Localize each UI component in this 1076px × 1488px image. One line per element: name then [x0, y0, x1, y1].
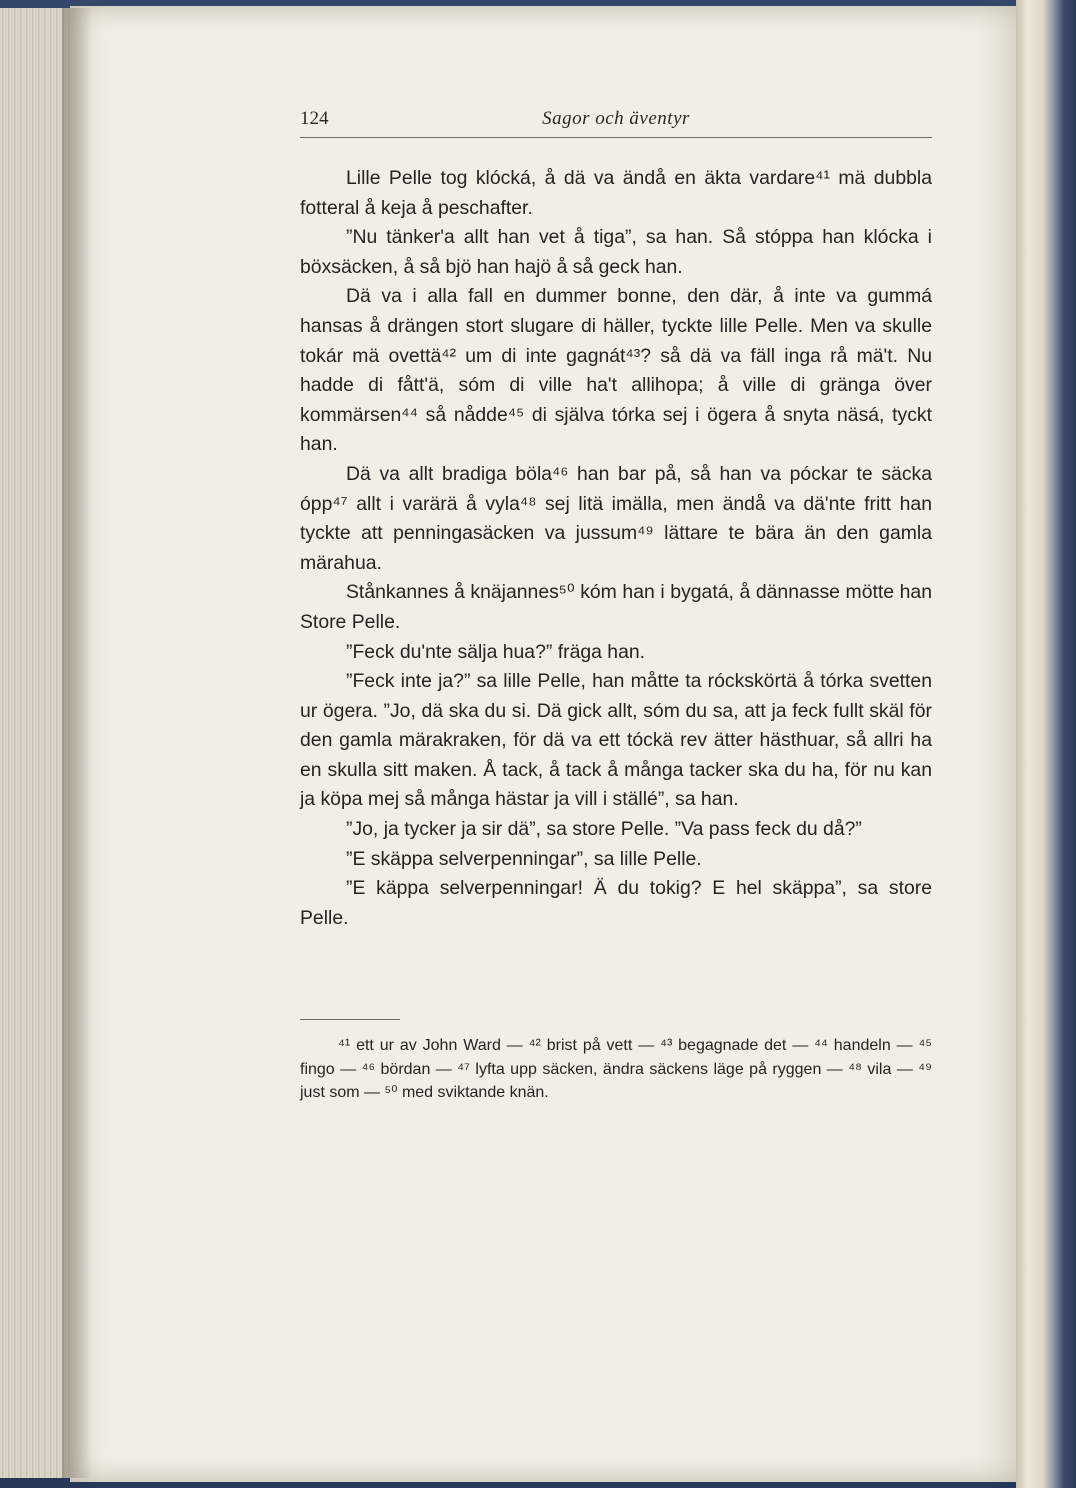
paragraph: ”E skäppa selverpenningar”, sa lille Pelle. — [346, 847, 702, 870]
footnote-rule — [300, 1019, 400, 1020]
paragraph: ”Nu tänker'a allt han vet å tiga”, sa han. Så stóppa han klócka i böxsäcken, å så bjö han hajö å så geck han. — [300, 226, 932, 278]
paragraph: Dä va i alla fall en dummer bonne, den där, å inte va gummá hansas å drängen stort slugare di häller, tyckte lille Pelle. Men va skulle tokár mä ovettä⁴² um di inte gagnát⁴³? så dä va fäll inga rå mä't. Nu hadde di fått'ä, sóm di ville ha't allihopa; å ville di gränga över kommärsen⁴⁴ så nådde⁴⁵ di själva tórka sej i ögera å snyta näsá, tyckt han. — [300, 285, 932, 456]
footnote-text: ⁴¹ ett ur av John Ward — ⁴² brist på vett — ⁴³ begagnade det — ⁴⁴ handeln — ⁴⁵ fingo — ⁴⁶ bördan — ⁴⁷ lyfta upp säcken, ändra säckens läge på ryggen — ⁴⁸ vila — ⁴⁹ just som — ⁵⁰ med sviktande knän. — [300, 1037, 932, 1101]
page-edges-right — [1016, 0, 1076, 1488]
page-number: 124 — [300, 108, 329, 129]
body-text — [300, 164, 932, 933]
page-header — [300, 108, 932, 138]
paragraph: ”Feck du'nte sälja hua?” fräga han. — [346, 640, 646, 663]
page-edges-left — [0, 8, 70, 1478]
paragraph: ”Jo, ja tycker ja sir dä”, sa store Pelle. ”Va pass feck du då?” — [346, 818, 862, 841]
paragraph: ”E käppa selverpenningar! Ä du tokig? E hel skäppa”, sa store Pelle. — [300, 877, 932, 929]
header-rule — [300, 137, 932, 138]
spine-shadow — [62, 8, 92, 1478]
paragraph: Stånkannes å knäjannes⁵⁰ kóm han i bygatá, å dännasse mötte han Store Pelle. — [300, 581, 932, 633]
running-head: Sagor och äventyr — [542, 108, 690, 129]
paragraph: Lille Pelle tog klócká, å dä va ändå en äkta vardare⁴¹ mä dubbla fotteral å keja å peschafter. — [300, 167, 932, 219]
paragraph: Dä va allt bradiga böla⁴⁶ han bar på, så han va póckar te säcka ópp⁴⁷ allt i varärä å vyla⁴⁸ sej litä imälla, men ändå va dä'nte fritt han tyckte att penningasäcken va jussum⁴⁹ lättare te bära än den gamla märahua. — [300, 462, 932, 574]
paragraph: ”Feck inte ja?” sa lille Pelle, han måtte ta róckskörtä å tórka svetten ur ögera. ”Jo, dä ska du si. Dä gick allt, sóm du sa, att ja feck fullt skäl för den gamla märakraken, för dä va ett tóckä rev ätter hästhuar, så allri ha en skulla sitt maken. Å tack, å tack å många tacker ska du ha, för nu kan ja köpa mej så många hästar ja vill i ställé”, sa han. — [300, 670, 932, 811]
footnotes — [300, 1034, 932, 1105]
